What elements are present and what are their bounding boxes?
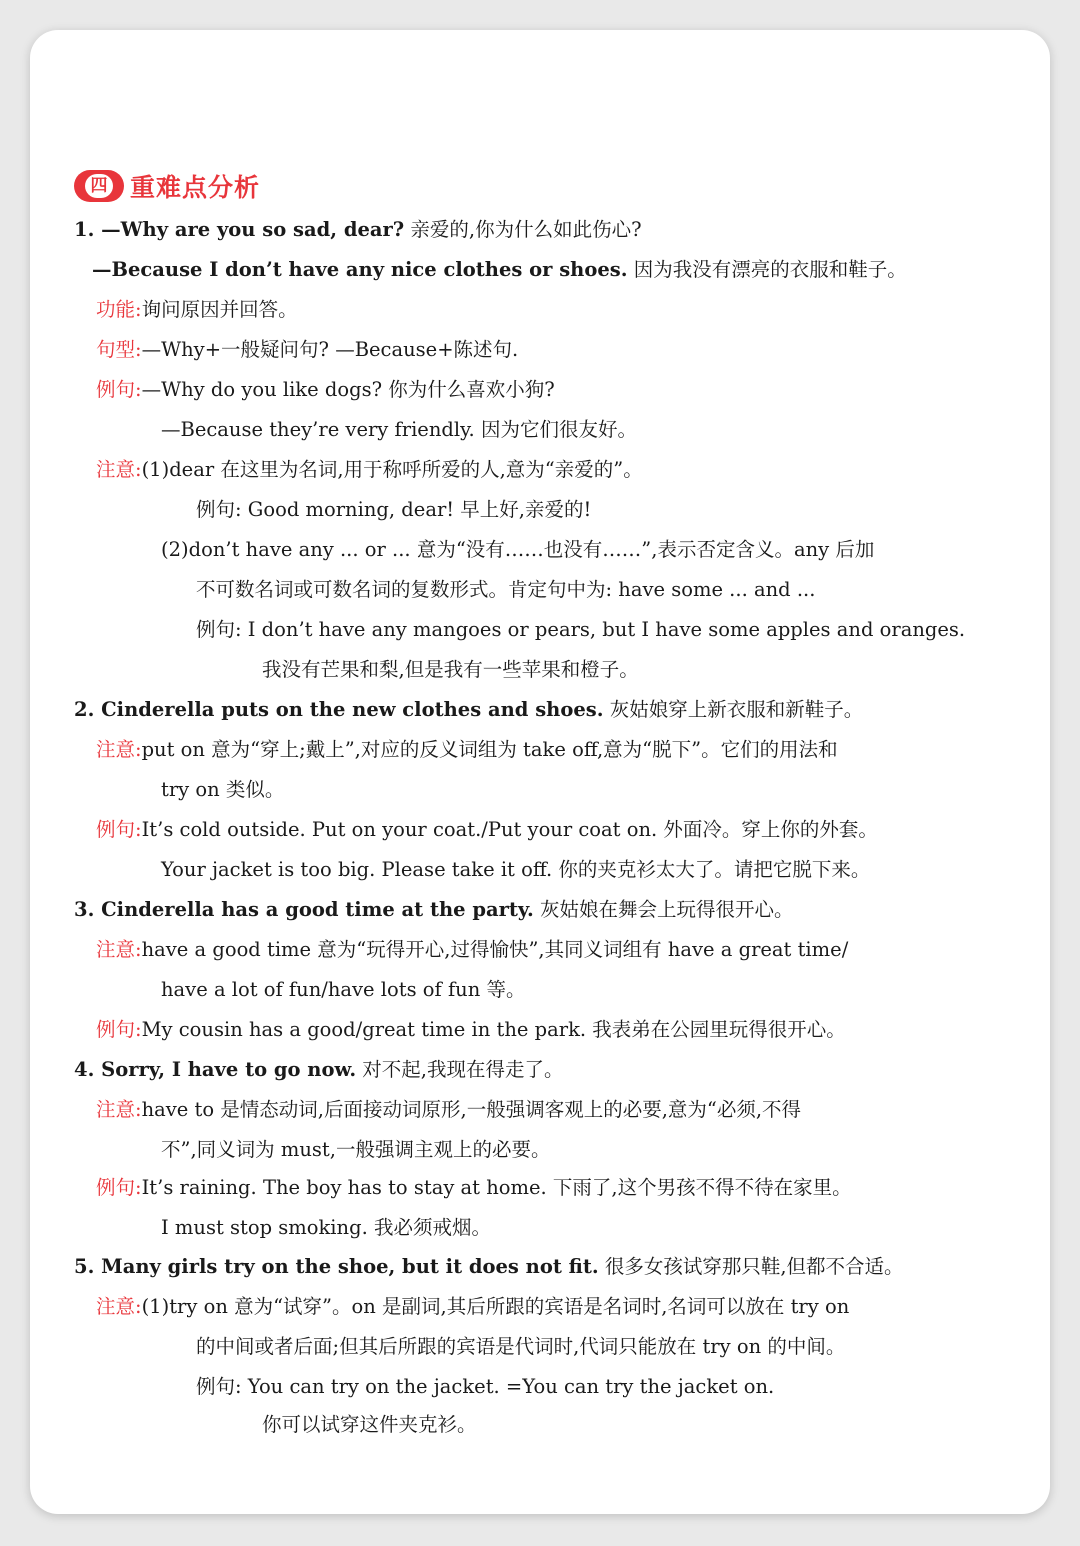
text-line	[96, 1173, 852, 1203]
section-number: 四	[85, 174, 113, 198]
text-line	[196, 615, 965, 645]
section-number-badge	[74, 170, 124, 202]
line-text: It’s cold outside. Put on your coat./Put your coat on. 外面冷。穿上你的外套。	[141, 818, 878, 841]
text-line	[262, 1410, 477, 1440]
key-sentence: —Because I don’t have any nice clothes or shoes.	[92, 258, 628, 281]
note-label: 例句:	[96, 378, 142, 401]
note-label: 注意:	[96, 938, 142, 961]
text-line	[161, 1213, 491, 1243]
note-label: 例句:	[96, 1176, 142, 1199]
line-text: —Why+一般疑问句? —Because+陈述句.	[141, 338, 519, 361]
text-line	[74, 695, 863, 725]
key-sentence: 2. Cinderella puts on the new clothes and shoes.	[74, 698, 604, 721]
line-text: —Because they’re very friendly. 因为它们很友好。	[161, 418, 637, 441]
text-line	[96, 455, 643, 485]
line-text: 灰姑娘在舞会上玩得很开心。	[533, 898, 794, 921]
document-page	[30, 30, 1050, 1514]
text-line	[96, 1095, 801, 1125]
note-label: 注意:	[96, 738, 142, 761]
line-text: have a lot of fun/have lots of fun 等。	[161, 978, 526, 1001]
text-line	[96, 1015, 846, 1045]
line-text: 例句: You can try on the jacket. =You can try the jacket on.	[196, 1375, 775, 1398]
line-text: 询问原因并回答。	[141, 298, 298, 321]
text-line	[161, 775, 284, 805]
text-line	[96, 295, 298, 325]
text-line	[74, 1055, 564, 1085]
line-text: put on 意为“穿上;戴上”,对应的反义词组为 take off,意为“脱下”。它们的用法和	[141, 738, 838, 761]
line-text: have to 是情态动词,后面接动词原形,一般强调客观上的必要,意为“必须,不得	[141, 1098, 802, 1121]
line-text: 我没有芒果和梨,但是我有一些苹果和橙子。	[262, 658, 639, 681]
note-label: 注意:	[96, 1295, 142, 1318]
key-sentence: 1. —Why are you so sad, dear?	[74, 218, 405, 241]
line-text: (1)try on 意为“试穿”。on 是副词,其后所跟的宾语是名词时,名词可以放在 try on	[141, 1295, 850, 1318]
line-text: have a good time 意为“玩得开心,过得愉快”,其同义词组有 have a great time/	[141, 938, 849, 961]
line-text: My cousin has a good/great time in the park. 我表弟在公园里玩得很开心。	[141, 1018, 846, 1041]
line-text: 不可数名词或可数名词的复数形式。肯定句中为: have some ... and ...	[196, 578, 816, 601]
key-sentence: 5. Many girls try on the shoe, but it does not fit.	[74, 1255, 599, 1278]
line-text: (1)dear 在这里为名词,用于称呼所爱的人,意为“亲爱的”。	[141, 458, 643, 481]
key-sentence: 4. Sorry, I have to go now.	[74, 1058, 357, 1081]
text-line	[74, 895, 793, 925]
text-line	[96, 375, 555, 405]
note-label: 句型:	[96, 338, 142, 361]
line-text: 你可以试穿这件夹克衫。	[262, 1413, 477, 1436]
line-text: —Why do you like dogs? 你为什么喜欢小狗?	[141, 378, 555, 401]
text-line	[161, 975, 525, 1005]
text-line	[196, 495, 591, 525]
text-line	[96, 735, 838, 765]
note-label: 例句:	[96, 1018, 142, 1041]
line-text: 很多女孩试穿那只鞋,但都不合适。	[598, 1255, 904, 1278]
note-label: 功能:	[96, 298, 142, 321]
text-line	[196, 575, 815, 605]
note-label: 注意:	[96, 1098, 142, 1121]
line-text: 例句: I don’t have any mangoes or pears, but I have some apples and oranges.	[196, 618, 966, 641]
line-text: 例句: Good morning, dear! 早上好,亲爱的!	[196, 498, 592, 521]
key-sentence: 3. Cinderella has a good time at the party.	[74, 898, 534, 921]
line-text: try on 类似。	[161, 778, 285, 801]
text-line	[161, 535, 874, 565]
text-line	[96, 335, 518, 365]
line-text: Your jacket is too big. Please take it off. 你的夹克衫太大了。请把它脱下来。	[161, 858, 871, 881]
text-line	[196, 1372, 774, 1402]
text-line	[161, 855, 870, 885]
line-text: 的中间或者后面;但其后所跟的宾语是代词时,代词只能放在 try on 的中间。	[196, 1335, 846, 1358]
line-text: 灰姑娘穿上新衣服和新鞋子。	[603, 698, 864, 721]
text-line	[96, 1292, 849, 1322]
section-heading	[74, 168, 260, 204]
line-text: I must stop smoking. 我必须戒烟。	[161, 1216, 491, 1239]
text-line	[74, 215, 642, 245]
line-text: It’s raining. The boy has to stay at home. 下雨了,这个男孩不得不待在家里。	[141, 1176, 852, 1199]
section-title: 重难点分析	[130, 173, 261, 202]
text-line	[262, 655, 639, 685]
text-line	[92, 255, 907, 285]
text-line	[74, 1252, 904, 1282]
text-line	[196, 1332, 845, 1362]
line-text: 因为我没有漂亮的衣服和鞋子。	[627, 258, 907, 281]
line-text: 亲爱的,你为什么如此伤心?	[404, 218, 642, 241]
line-text: 不”,同义词为 must,一般强调主观上的必要。	[161, 1138, 551, 1161]
line-text: (2)don’t have any ... or ... 意为“没有……也没有……”,表示否定含义。any 后加	[161, 538, 875, 561]
text-line	[161, 415, 637, 445]
text-line	[96, 935, 848, 965]
text-line	[96, 815, 878, 845]
note-label: 例句:	[96, 818, 142, 841]
line-text: 对不起,我现在得走了。	[356, 1058, 564, 1081]
text-line	[161, 1135, 550, 1165]
note-label: 注意:	[96, 458, 142, 481]
